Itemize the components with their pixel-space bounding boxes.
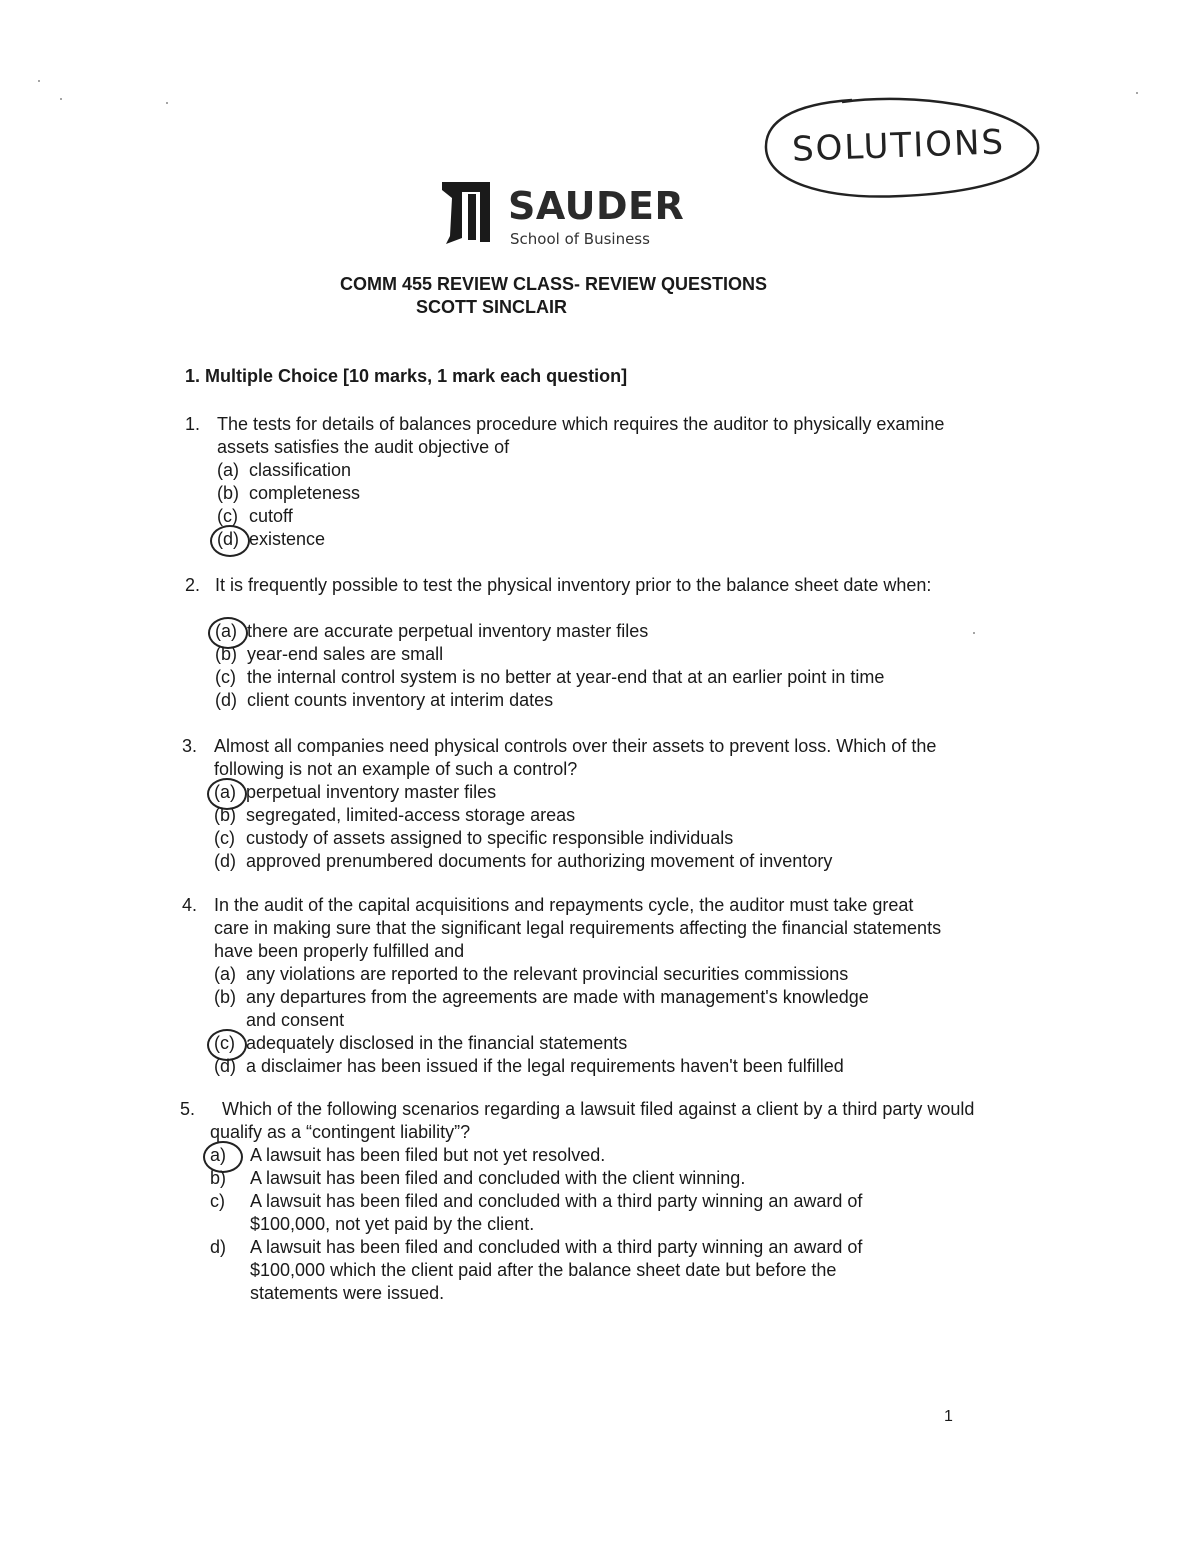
option-label: (b) bbox=[214, 805, 236, 825]
option-label: (d) bbox=[214, 851, 236, 871]
option-label: (c) bbox=[214, 1032, 246, 1055]
option-label: (b) bbox=[217, 483, 239, 503]
option-label: (c) bbox=[214, 828, 235, 848]
option-label: (a) bbox=[214, 781, 246, 804]
option-a-answer bbox=[215, 620, 884, 643]
option-d bbox=[214, 850, 832, 873]
solutions-text: SOLUTIONS bbox=[791, 122, 1006, 170]
option-b bbox=[217, 482, 360, 505]
logo-subtitle: School of Business bbox=[510, 230, 650, 248]
option-text: segregated, limited-access storage areas bbox=[246, 805, 576, 825]
option-label: (a) bbox=[214, 964, 236, 984]
option-text: completeness bbox=[249, 483, 361, 503]
option-label: (d) bbox=[217, 528, 249, 551]
option-label: (c) bbox=[217, 506, 238, 526]
option-text: cutoff bbox=[249, 506, 293, 526]
scan-speck bbox=[60, 98, 62, 100]
option-label: c) bbox=[210, 1191, 225, 1211]
option-label: (b) bbox=[215, 644, 237, 664]
option-text-continued: $100,000, not yet paid by the client. bbox=[250, 1214, 535, 1234]
option-text: A lawsuit has been filed and concluded with the client winning. bbox=[250, 1168, 746, 1188]
option-b bbox=[214, 986, 869, 1032]
option-text-continued: and consent bbox=[246, 1010, 345, 1030]
option-label: (d) bbox=[215, 690, 237, 710]
option-c bbox=[210, 1190, 945, 1236]
question-stem: In the audit of the capital acquisitions and repayments cycle, the auditor must take great care in making sure that the significant legal requirements affecting the financial statements have been properly fulfilled and bbox=[214, 895, 942, 961]
option-text: the internal control system is no better at year-end that at an earlier point in time bbox=[247, 667, 885, 687]
option-label: a) bbox=[210, 1144, 250, 1167]
option-text: any departures from the agreements are made with management's knowledge bbox=[246, 987, 869, 1007]
scan-speck bbox=[38, 80, 40, 82]
option-c-answer bbox=[214, 1032, 869, 1055]
option-text: client counts inventory at interim dates bbox=[247, 690, 554, 710]
question-stem: Almost all companies need physical controls over their assets to prevent loss. Which of the following is not an example of such a control? bbox=[214, 736, 937, 779]
option-d bbox=[215, 689, 884, 712]
option-text: A lawsuit has been filed but not yet resolved. bbox=[250, 1145, 606, 1165]
question-number: 3. bbox=[182, 736, 198, 756]
solutions-stamp bbox=[762, 96, 1042, 201]
option-label: (b) bbox=[214, 987, 236, 1007]
scan-speck bbox=[1136, 92, 1138, 94]
question-number: 2. bbox=[185, 575, 201, 595]
option-text: any violations are reported to the relevant provincial securities commissions bbox=[246, 964, 849, 984]
scan-speck bbox=[166, 102, 168, 104]
question-number: 4. bbox=[182, 895, 198, 915]
option-list bbox=[214, 781, 832, 873]
option-list bbox=[214, 963, 869, 1078]
option-b bbox=[215, 643, 884, 666]
option-text: a disclaimer has been issued if the legal requirements haven't been fulfilled bbox=[246, 1056, 844, 1076]
option-b bbox=[210, 1167, 945, 1190]
option-d bbox=[210, 1236, 945, 1305]
option-a bbox=[214, 963, 869, 986]
option-text: year-end sales are small bbox=[247, 644, 444, 664]
option-text-continued: $100,000 which the client paid after the balance sheet date but before the statements were issued. bbox=[250, 1260, 837, 1303]
option-label: d) bbox=[210, 1237, 227, 1257]
option-label: (a) bbox=[217, 460, 239, 480]
page-number: 1 bbox=[944, 1408, 953, 1425]
option-list bbox=[215, 620, 884, 712]
option-label: (c) bbox=[215, 667, 236, 687]
option-a-answer bbox=[214, 781, 832, 804]
option-b bbox=[214, 804, 832, 827]
option-a bbox=[217, 459, 360, 482]
option-text: perpetual inventory master files bbox=[246, 782, 497, 802]
option-c bbox=[215, 666, 884, 689]
option-c bbox=[217, 505, 360, 528]
sauder-logo-mark bbox=[438, 180, 494, 246]
logo-name: SAUDER bbox=[508, 184, 685, 228]
scan-speck bbox=[973, 632, 975, 634]
option-d-answer bbox=[217, 528, 360, 551]
option-c bbox=[214, 827, 832, 850]
option-text: existence bbox=[249, 529, 326, 549]
question-number: 1. bbox=[185, 414, 201, 434]
option-list bbox=[210, 1144, 945, 1305]
option-d bbox=[214, 1055, 869, 1078]
option-list bbox=[217, 459, 360, 551]
option-text: A lawsuit has been filed and concluded with a third party winning an award of bbox=[250, 1191, 863, 1211]
title-line-2: SCOTT SINCLAIR bbox=[416, 297, 567, 317]
option-a-answer bbox=[210, 1144, 945, 1167]
question-number: 5. bbox=[180, 1099, 196, 1119]
option-label: b) bbox=[210, 1168, 227, 1188]
question-stem: Which of the following scenarios regarding a lawsuit filed against a client by a third party would qualify as a “contingent liability”? bbox=[210, 1099, 975, 1142]
document-title bbox=[340, 273, 767, 319]
section-heading: 1. Multiple Choice [10 marks, 1 mark each question] bbox=[185, 366, 628, 386]
question-stem: It is frequently possible to test the physical inventory prior to the balance sheet date when: bbox=[215, 575, 932, 595]
option-text: there are accurate perpetual inventory master files bbox=[247, 621, 649, 641]
sauder-logo bbox=[438, 180, 685, 250]
option-text: custody of assets assigned to specific responsible individuals bbox=[246, 828, 734, 848]
option-text: approved prenumbered documents for authorizing movement of inventory bbox=[246, 851, 833, 871]
option-text: A lawsuit has been filed and concluded with a third party winning an award of bbox=[250, 1237, 863, 1257]
option-label: (a) bbox=[215, 620, 247, 643]
option-text: classification bbox=[249, 460, 352, 480]
question-stem: The tests for details of balances procedure which requires the auditor to physically examine assets satisfies the audit objective of bbox=[217, 414, 945, 457]
option-text: adequately disclosed in the financial statements bbox=[246, 1033, 628, 1053]
option-label: (d) bbox=[214, 1056, 236, 1076]
title-line-1: COMM 455 REVIEW CLASS- REVIEW QUESTIONS bbox=[340, 274, 768, 294]
